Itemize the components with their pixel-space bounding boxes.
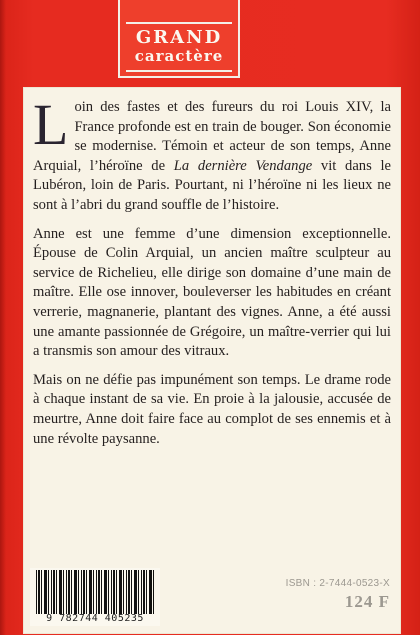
blurb-paragraph-3: Mais on ne défie pas impunément son temps. Le drame rode à chaque instant de sa vie. En proie à la jalousie, accusée de meurtre, Anne doit faire face au complot de ses ennemis et à une révolte paysanne. — [33, 371, 391, 447]
barcode-bars — [36, 570, 154, 614]
barcode — [30, 568, 160, 626]
logo-line-caractere: caractère — [134, 47, 224, 65]
blurb-panel — [24, 88, 400, 633]
paragraph-1-start: oin des fastes et des fureurs du roi Louis XIV, la France profonde est en train de bouger. Son économie se modernise. Témoin et acteur de son temps, Anne Arquial, l’héroïne de — [33, 99, 391, 174]
blurb-paragraph-2: Anne est une femme d’une dimension exceptionnelle. Épouse de Colin Arquial, un ancien maître sculpteur au service de Richelieu, elle dirige son domaine d’une main de maître. Elle ose innover, bouleverser les habitudes en créant verrerie, magnanerie, plantant des vignes. Anne, a été aussi une amante passionnée de Grégoire, un maître-verrier qui lui a transmis son amour des vitraux. — [33, 225, 391, 360]
blurb-paragraph-1 — [33, 92, 392, 216]
blurb-text — [33, 92, 392, 458]
isbn-label: ISBN : 2-7444-0523-X — [285, 578, 390, 589]
logo-line-grand: GRAND — [135, 27, 223, 48]
paragraph-1-end: vit dans le Lubéron, loin de Paris. Pourtant, ni l’héroïne ni les lieux ne sont à l’abri du grand souffle de l’histoire. — [33, 157, 392, 213]
spine-shadow — [0, 0, 6, 635]
book-title-italic: La dernière Vendange — [173, 157, 313, 174]
collection-logo-frame — [126, 22, 232, 72]
drop-cap: L — [33, 92, 69, 157]
barcode-digits: 9 782744 405235 — [46, 613, 144, 624]
collection-logo — [118, 0, 240, 78]
price-label: 124 F — [344, 592, 390, 611]
